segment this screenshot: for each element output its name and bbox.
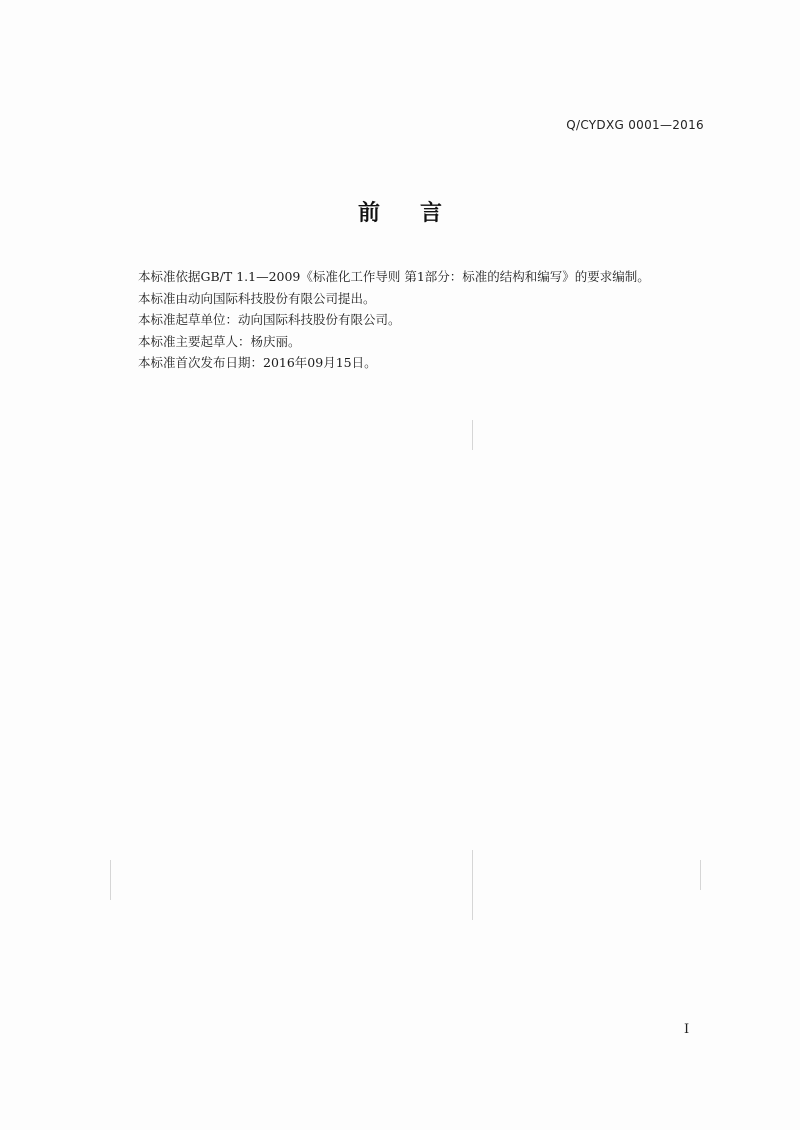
scan-artifact [472, 420, 473, 450]
scan-artifact [700, 860, 701, 890]
paragraph-drafting-unit: 本标准起草单位：动向国际科技股份有限公司。 [138, 312, 401, 327]
page-number: I [684, 1022, 690, 1037]
preface-body [138, 266, 698, 374]
paragraph-basis: 本标准依据GB/T 1.1—2009《标准化工作导则 第1部分：标准的结构和编写》的要求编制。 [138, 269, 650, 284]
paragraph-release-date: 本标准首次发布日期：2016年09月15日。 [138, 355, 377, 370]
paragraph-main-drafter: 本标准主要起草人：杨庆丽。 [138, 333, 301, 349]
scan-artifact [110, 860, 111, 900]
page-title: 前言 [357, 201, 482, 226]
scan-artifact [472, 850, 473, 920]
paragraph-proposer: 本标准由动向国际科技股份有限公司提出。 [138, 290, 376, 306]
standard-code: Q/CYDXG 0001—2016 [566, 118, 704, 132]
